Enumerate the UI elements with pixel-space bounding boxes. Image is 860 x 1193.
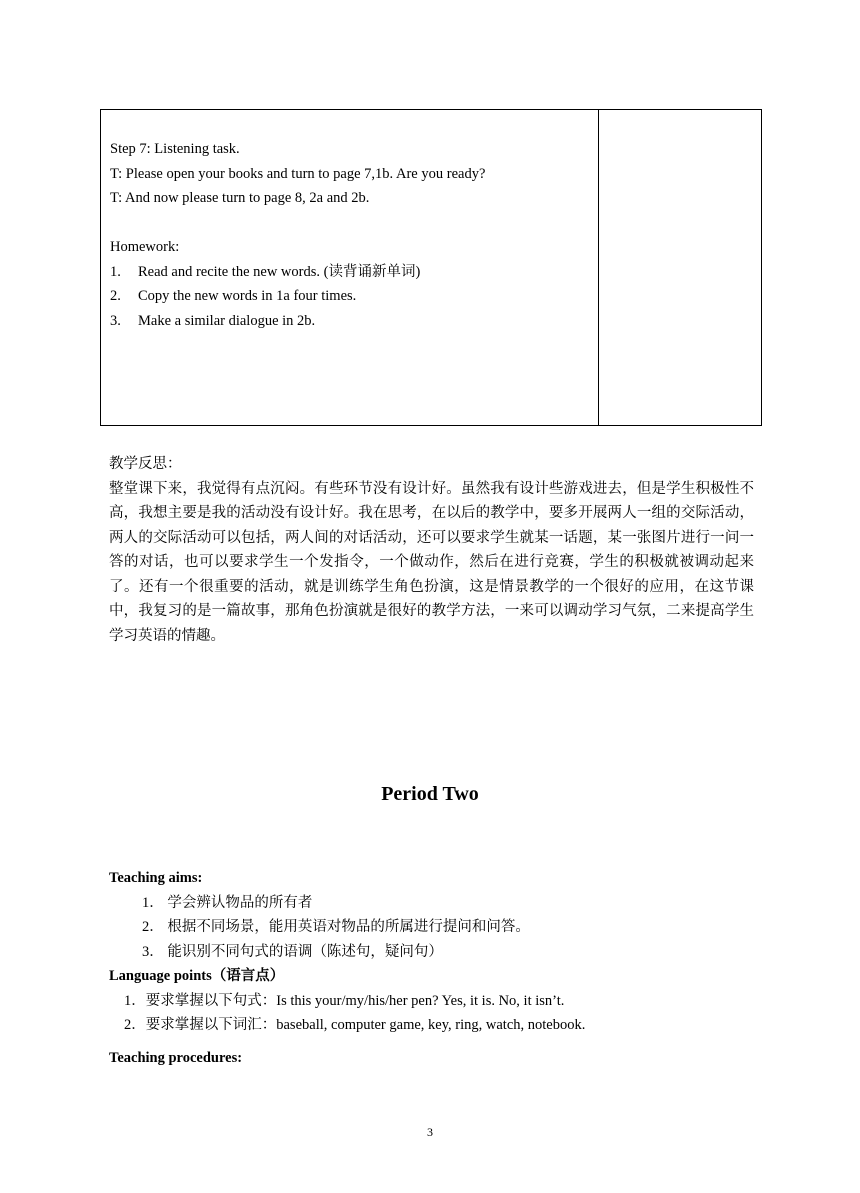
homework-item [110, 284, 590, 309]
homework-item [110, 260, 590, 285]
instruction-line: T: Please open your books and turn to page 7,1b. Are you ready? [110, 165, 486, 182]
reflection-paragraph: 整堂课下来，我觉得有点沉闷。有些环节没有设计好。虽然我有设计些游戏进去，但是学生积极性不高，我想主要是我的活动没有设计好。我在思考，在以后的教学中，要多开展两人一组的交际活动，两人的交际活动可以包括，两人间的对话活动，还可以要求学生就某一话题，某一张图片进行一问一答的对话，也可以要求学生一个发指令，一个做动作，然后在进行竞赛，学生的积极就被调动起来了。还有一个很重要的活动，就是训练学生角色扮演，这是情景教学的一个很好的应用，在这节课中，我复习的是一篇故事，那角色扮演就是很好的教学方法，一来可以调动学习气氛，二来提高学生学习英语的情趣。 [109, 480, 754, 644]
table-cell-content [110, 137, 590, 333]
homework-item-text: Read and recite the new words. (读背诵新单词) [138, 263, 421, 280]
homework-item-text: Copy the new words in 1a four times. [138, 288, 357, 304]
period-title: Period Two [381, 783, 479, 805]
reflection-title: 教学反思： [109, 456, 182, 472]
aim-item: 1． 学会辨认物品的所有者 [142, 894, 313, 911]
aim-item: 2． 根据不同场景，能用英语对物品的所属进行提问和问答。 [142, 919, 530, 935]
table-column-divider [598, 110, 599, 425]
page-number: 3 [427, 1125, 433, 1139]
instruction-line: T: And now please turn to page 8, 2a and 2b. [110, 190, 370, 206]
language-points-title: Language points（语言点） [109, 968, 285, 984]
homework-item-number: 1. [110, 263, 121, 280]
teaching-reflection [109, 452, 754, 648]
lesson-table [100, 109, 762, 426]
teaching-aims-title: Teaching aims: [109, 870, 203, 886]
homework-title: Homework: [110, 239, 180, 255]
teaching-aims-section [109, 866, 759, 1038]
homework-item [110, 309, 590, 334]
aim-item: 3． 能识别不同句式的语调（陈述句，疑问句） [142, 943, 443, 960]
step-7-line: Step 7: Listening task. [110, 141, 240, 157]
homework-item-number: 2. [110, 288, 121, 304]
teaching-procedures-title: Teaching procedures: [109, 1050, 243, 1066]
language-point-item: 1．要求掌握以下句式：Is this your/my/his/her pen? Yes, it is. No, it isn’t. [124, 992, 565, 1009]
language-point-item: 2．要求掌握以下词汇：baseball, computer game, key, ring, watch, notebook. [124, 1017, 586, 1033]
homework-item-number: 3. [110, 312, 121, 329]
homework-item-text: Make a similar dialogue in 2b. [138, 312, 316, 329]
blank-line [110, 211, 590, 236]
